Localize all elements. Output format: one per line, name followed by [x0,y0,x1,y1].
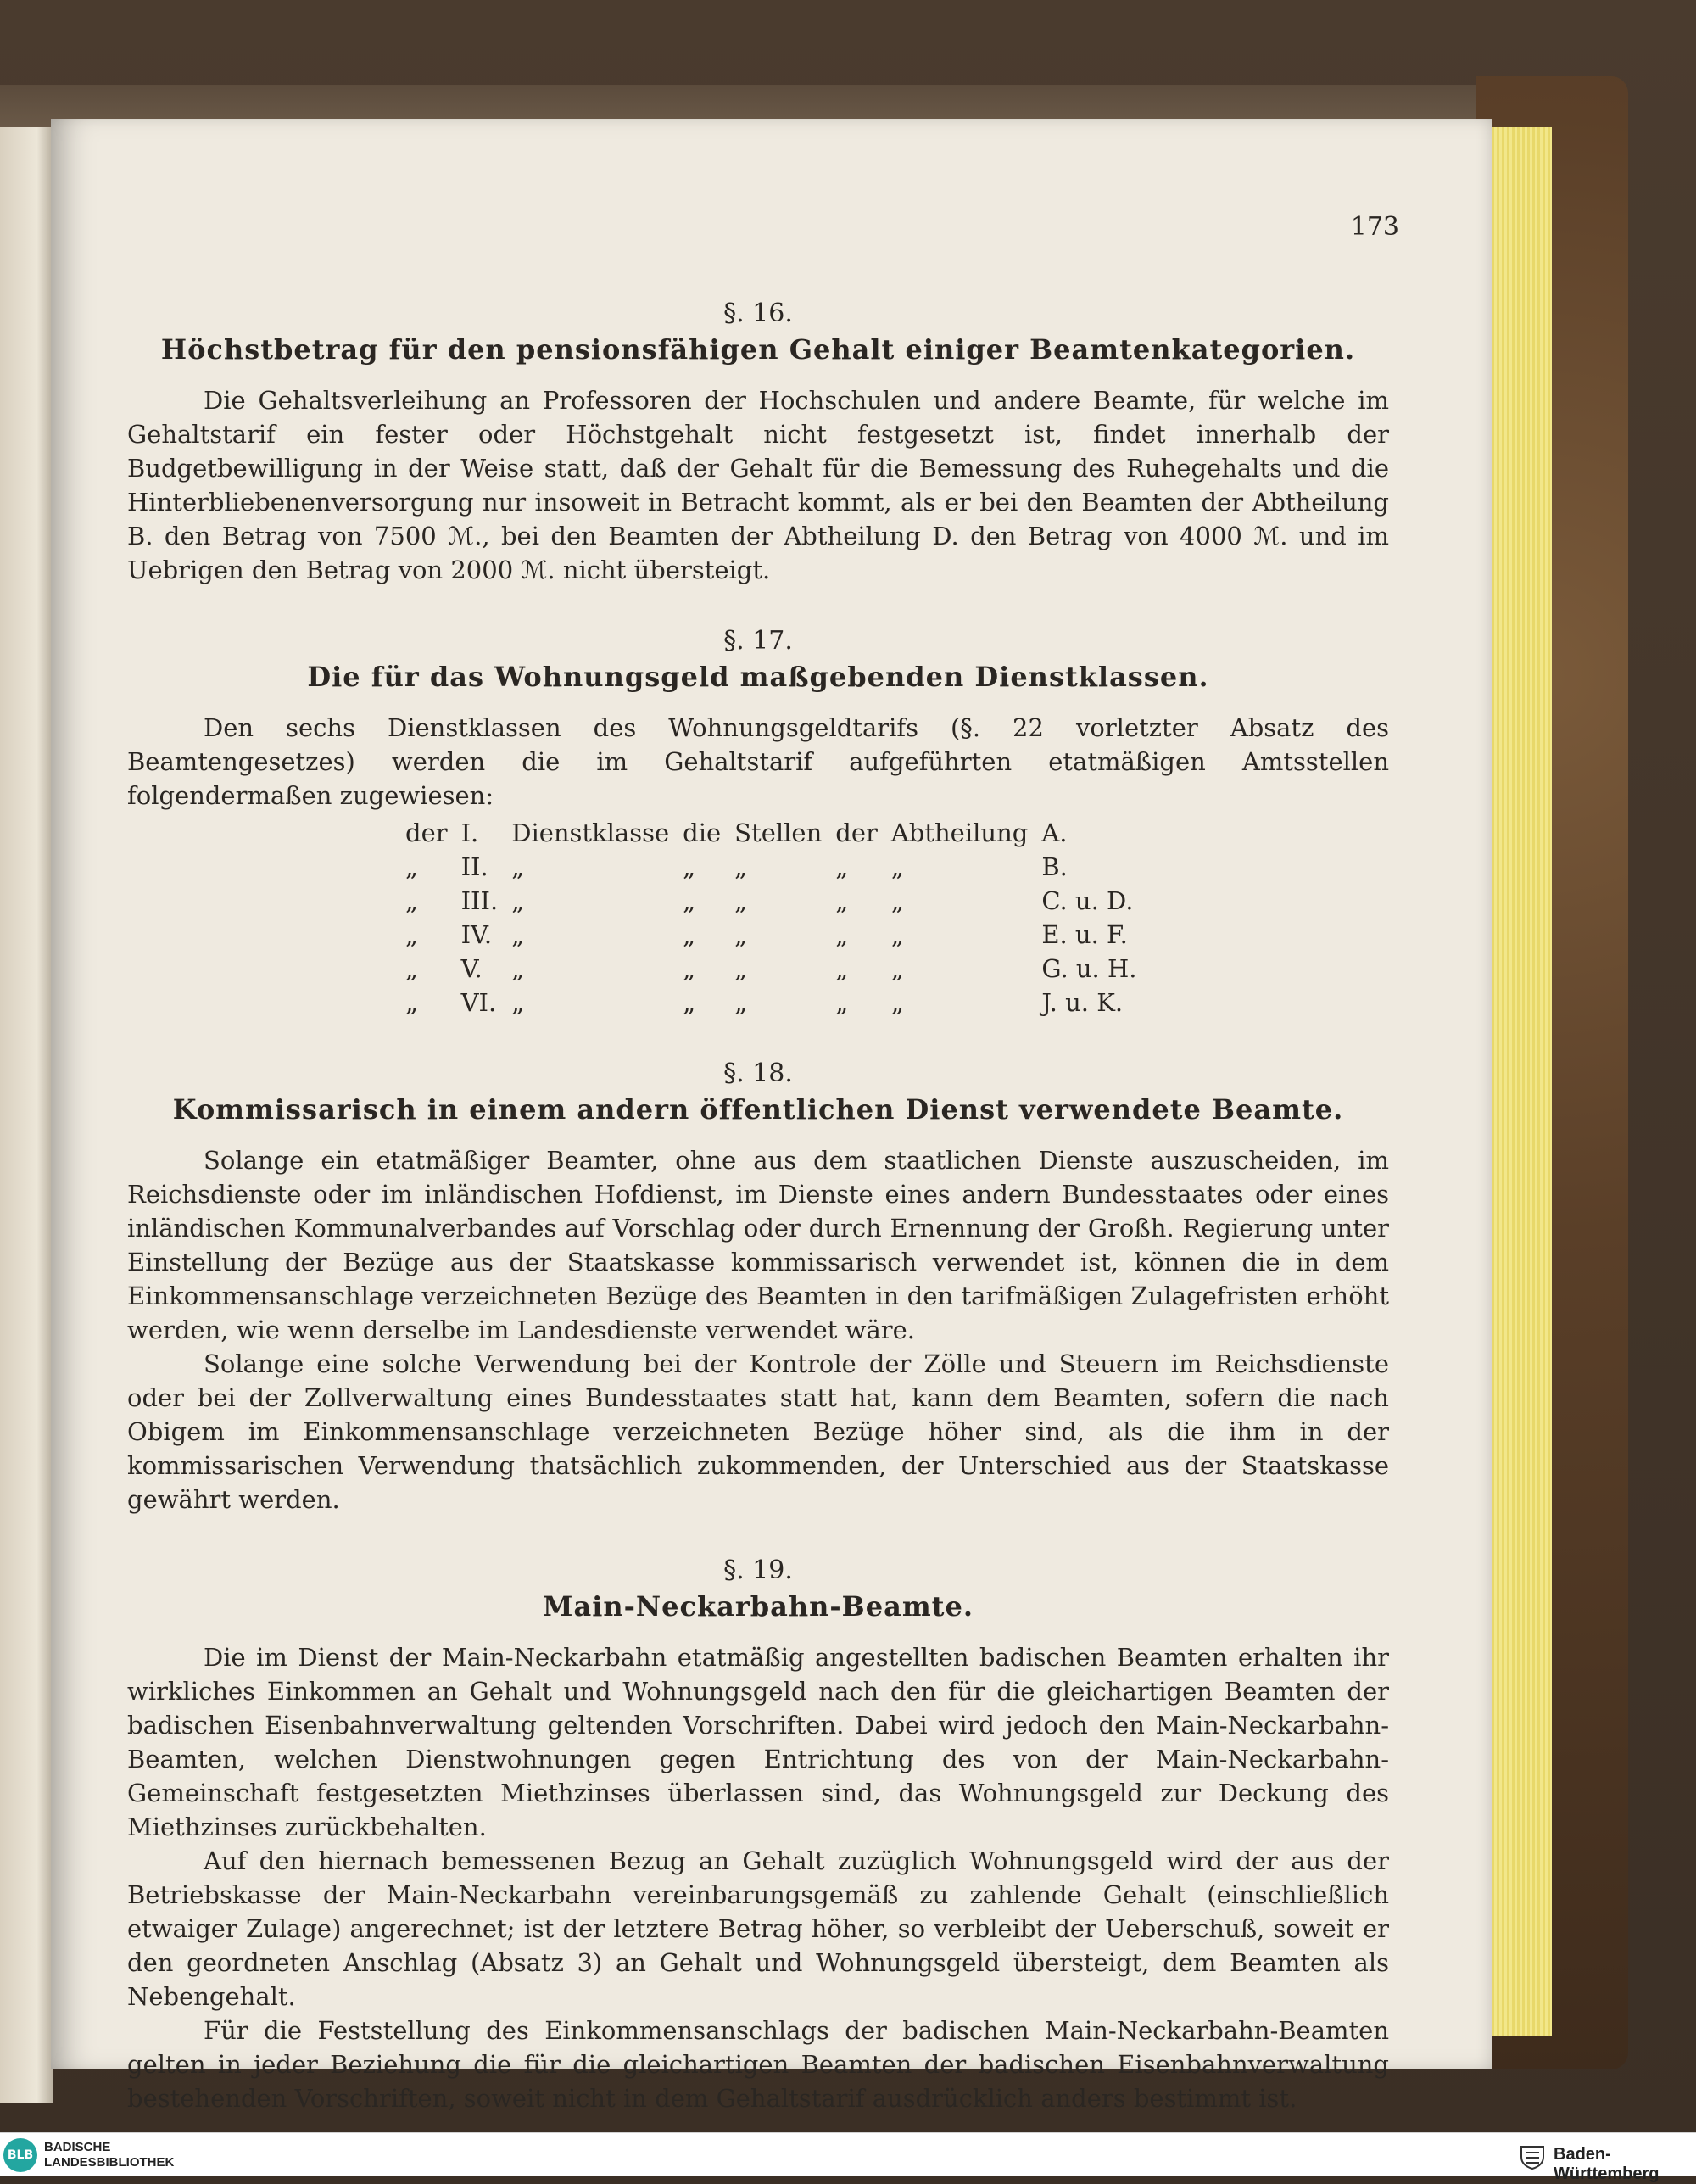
paragraph: Auf den hiernach bemessenen Bezug an Gehalt zuzüglich Wohnungsgeld wird der aus der Betriebskasse der Main-Neckarbahn vereinbarungsgemäß zu zahlende Gehalt (einschließlich etwaiger Zulage) angerechnet; ist der letztere Betrag höher, so verbleibt der Ueberschuß, soweit er den geordneten Anschlag (Absatz 3) an Gehalt und Wohnungsgeld übersteigt, dem Beamten als Nebengehalt. [127,1846,1389,2011]
table-cell: „ [683,886,696,915]
page-edges [1482,127,1552,2036]
table-cell: E. u. F. [1041,920,1128,949]
table-cell: „ [890,852,904,881]
state-crest-icon[interactable] [1518,2142,1547,2170]
page-number: 173 [1350,212,1399,242]
table-cell: „ [511,852,525,881]
paragraph: Solange eine solche Verwendung bei der Kontrole der Zölle und Steuern im Reichsdienste oder bei der Zollverwaltung eines Bundesstaates statt hat, kann dem Beamten, sofern die nach Obigem im Einkommensanschlage verzeichneten Bezüge höher sind, als die ihm in der kommissarischen Verwendung thatsächlich zukommenden, der Unterschied aus der Staatskasse gewährt werden. [127,1349,1389,1514]
table-cell: „ [734,954,748,983]
state-name[interactable]: Baden-Württemberg [1554,2145,1660,2183]
table-cell: „ [835,886,849,915]
table-row [399,850,1144,884]
table-row [399,816,1144,850]
section-title: Main-Neckarbahn-Beamte. [543,1590,974,1623]
blb-logo-icon[interactable]: BLB [3,2138,37,2172]
table-cell: „ [405,988,419,1017]
table-cell: I. [460,818,479,847]
table-cell: Abtheilung [890,818,1029,847]
table-cell: „ [683,852,696,881]
table-cell: „ [890,920,904,949]
table-cell: A. [1041,818,1068,847]
table-cell: „ [890,954,904,983]
table-row [399,986,1144,1019]
table-cell: „ [511,920,525,949]
table-cell: „ [405,852,419,881]
paragraph: Den sechs Dienstklassen des Wohnungsgeldtarifs (§. 22 vorletzter Absatz des Beamtengesetzes) werden die im Gehaltstarif aufgeführten etatmäßigen Amtsstellen folgendermaßen zugewiesen: [127,713,1389,810]
table-cell: „ [683,988,696,1017]
table-cell: „ [835,920,849,949]
table-cell: III. [460,886,499,915]
section-number: §. 17. [723,626,793,656]
table-cell: „ [835,852,849,881]
paragraph: Die Gehaltsverleihung an Professoren der Hochschulen und andere Beamte, für welche im Gehaltstarif ein fester oder Höchstgehalt nicht festgesetzt ist, findet innerhalb der Budgetbewilligung in der Weise statt, daß der Gehalt für die Bemessung des Ruhegehalts und die Hinterbliebenenversorgung nur insoweit in Betracht kommt, als er bei den Beamten der Abtheilung B. den Betrag von 7500 ℳ., bei den Beamten der Abtheilung D. den Betrag von 4000 ℳ. und im Uebrigen den Betrag von 2000 ℳ. nicht übersteigt. [127,386,1389,584]
table-cell: „ [835,988,849,1017]
table-cell: B. [1041,852,1068,881]
table-cell: der [835,818,878,847]
section-title: Höchstbetrag für den pensionsfähigen Gehalt einiger Beamtenkategorien. [160,333,1356,366]
table-cell: G. u. H. [1041,954,1137,983]
table-cell: der [405,818,448,847]
table-cell: die [683,818,722,847]
service-class-table [399,816,1144,1019]
section-title: Kommissarisch in einem andern öffentlichen Dienst verwendete Beamte. [172,1093,1344,1126]
section-number: §. 19. [723,1556,793,1585]
table-cell: „ [835,954,849,983]
table-cell: J. u. K. [1041,988,1124,1017]
page-content [127,212,1399,2115]
paragraph: Solange ein etatmäßiger Beamter, ohne aus dem staatlichen Dienste auszuscheiden, im Reichsdienste oder im inländischen Hofdienst, im Dienste eines andern Bundesstaates oder eines inländischen Kommunalverbandes auf Vorschlag oder durch Ernennung der Großh. Regierung unter Einstellung der Bezüge aus der Staatskasse kommissarisch verwendet ist, können die in dem Einkommensanschlage verzeichneten Bezüge des Beamten in den tarifmäßigen Zulagefristen erhöht werden, wie wenn derselbe im Landesdienste verwendet wäre. [127,1146,1389,1344]
table-cell: „ [511,954,525,983]
section-number: §. 16. [723,299,793,328]
table-cell: „ [405,954,419,983]
left-page-edge [0,127,53,2103]
library-name[interactable] [44,2140,174,2170]
book-page [51,119,1492,2113]
table-cell: C. u. D. [1041,886,1134,915]
table-cell: Dienstklasse [511,818,670,847]
paragraph: Die im Dienst der Main-Neckarbahn etatmäßig angestellten badischen Beamten erhalten ihr wirkliches Einkommen an Gehalt und Wohnungsgeld nach den für die gleichartigen Beamten der badischen Eisenbahnverwaltung geltenden Vorschriften. Dabei wird jedoch den Main-Neckarbahn-Beamten, welchen Dienstwohnungen gegen Entrichtung des von der Main-Neckarbahn-Gemeinschaft festgesetzten Miethzinses überlassen sind, das Wohnungsgeld zur Deckung des Miethzinses zurückbehalten. [127,1643,1389,1841]
table-cell: „ [734,988,748,1017]
table-cell: „ [890,988,904,1017]
table-cell: „ [890,886,904,915]
table-cell: „ [511,988,525,1017]
library-name-line1: BADISCHE [44,2140,111,2154]
table-cell: II. [460,852,488,881]
viewer-footer [0,2132,1696,2183]
table-cell: V. [460,954,483,983]
table-cell: „ [511,886,525,915]
table-cell: „ [405,920,419,949]
paragraph: Für die Feststellung des Einkommensanschlags der badischen Main-Neckarbahn-Beamten gelten in jeder Beziehung die für die gleichartigen Beamten der badischen Eisenbahnverwaltung bestehenden Vorschriften, soweit nicht in dem Gehaltstarif ausdrücklich anders bestimmt ist. [127,2016,1389,2113]
library-name-line2: LANDESBIBLIOTHEK [44,2155,175,2170]
table-cell: „ [683,954,696,983]
table-cell: „ [734,920,748,949]
table-cell: „ [683,920,696,949]
section-number: §. 18. [723,1058,793,1088]
table-cell: Stellen [734,818,823,847]
section-title: Die für das Wohnungsgeld maßgebenden Dienstklassen. [307,661,1209,693]
table-cell: VI. [460,988,497,1017]
table-cell: „ [734,886,748,915]
table-cell: „ [405,886,419,915]
table-cell: IV. [460,920,493,949]
table-row [399,884,1144,918]
table-row [399,918,1144,952]
table-cell: „ [734,852,748,881]
table-row [399,952,1144,986]
